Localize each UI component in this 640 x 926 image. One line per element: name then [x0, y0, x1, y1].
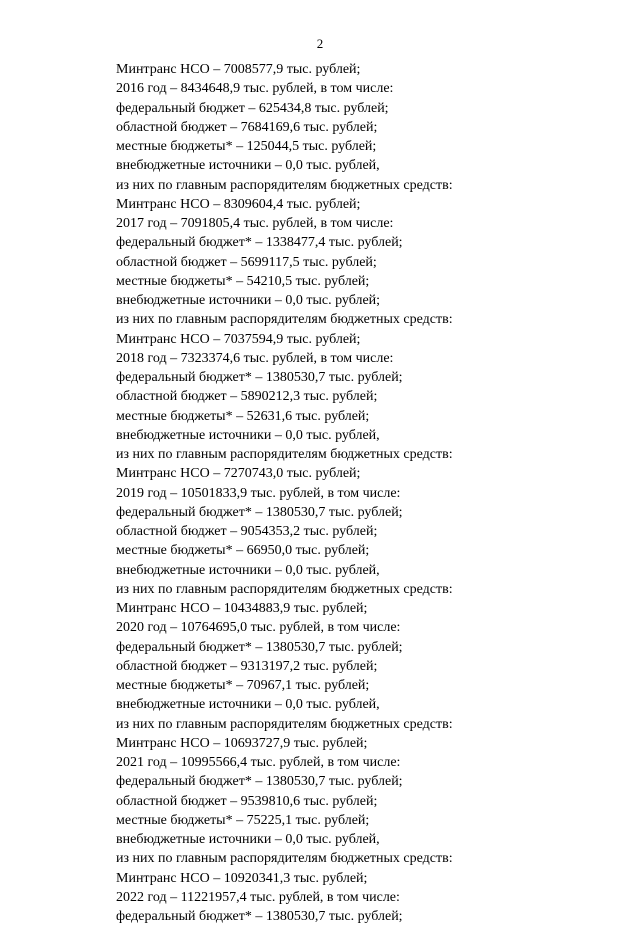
- text-line: областной бюджет – 7684169,6 тыс. рублей;: [116, 119, 378, 135]
- text-line: из них по главным распорядителям бюджетных средств:: [116, 716, 453, 732]
- text-line: федеральный бюджет* – 1380530,7 тыс. рублей;: [116, 639, 403, 655]
- text-line: Минтранс НСО – 10693727,9 тыс. рублей;: [116, 735, 368, 751]
- text-line: 2019 год – 10501833,9 тыс. рублей, в том числе:: [116, 485, 401, 501]
- text-line: местные бюджеты* – 52631,6 тыс. рублей;: [116, 408, 370, 424]
- text-line: внебюджетные источники – 0,0 тыс. рублей;: [116, 293, 381, 308]
- text-line: 2020 год – 10764695,0 тыс. рублей, в том числе:: [116, 620, 401, 636]
- text-line: 2022 год – 11221957,4 тыс. рублей, в том числе:: [116, 889, 400, 905]
- text-line: областной бюджет – 5890212,3 тыс. рублей;: [116, 389, 378, 405]
- text-line: Минтранс НСО – 10434883,9 тыс. рублей;: [116, 601, 368, 616]
- text-line: федеральный бюджет – 625434,8 тыс. рублей;: [116, 100, 389, 116]
- text-line: федеральный бюджет* – 1380530,7 тыс. рублей;: [116, 370, 403, 385]
- text-line: внебюджетные источники – 0,0 тыс. рублей,: [116, 427, 380, 443]
- text-line: федеральный бюджет* – 1380530,7 тыс. рублей;: [116, 774, 403, 790]
- text-line: местные бюджеты* – 66950,0 тыс. рублей;: [116, 543, 370, 559]
- text-line: областной бюджет – 9054353,2 тыс. рублей;: [116, 524, 378, 539]
- text-line: федеральный бюджет* – 1338477,4 тыс. рублей;: [116, 235, 403, 251]
- text-line: Минтранс НСО – 7037594,9 тыс. рублей;: [116, 331, 361, 347]
- page-number: 2: [316, 36, 324, 51]
- text-line: областной бюджет – 5699117,5 тыс. рублей;: [116, 254, 377, 270]
- text-line: 2016 год – 8434648,9 тыс. рублей, в том числе:: [116, 81, 394, 97]
- text-line: Минтранс НСО – 7270743,0 тыс. рублей;: [116, 466, 361, 482]
- text-line: из них по главным распорядителям бюджетных средств:: [116, 312, 453, 328]
- text-line: федеральный бюджет* – 1380530,7 тыс. рублей;: [116, 504, 403, 520]
- text-line: внебюджетные источники – 0,0 тыс. рублей,: [116, 562, 380, 578]
- text-line: 2018 год – 7323374,6 тыс. рублей, в том числе:: [116, 350, 394, 366]
- text-line: федеральный бюджет* – 1380530,7 тыс. рублей;: [116, 909, 403, 924]
- text-line: Минтранс НСО – 10920341,3 тыс. рублей;: [116, 870, 368, 886]
- text-line: 2021 год – 10995566,4 тыс. рублей, в том числе:: [116, 755, 401, 770]
- text-line: местные бюджеты* – 70967,1 тыс. рублей;: [116, 678, 370, 693]
- text-line: местные бюджеты* – 54210,5 тыс. рублей;: [116, 273, 370, 289]
- text-line: местные бюджеты* – 75225,1 тыс. рублей;: [116, 812, 370, 828]
- text-line: внебюджетные источники – 0,0 тыс. рублей,: [116, 697, 380, 713]
- text-line: областной бюджет – 9539810,6 тыс. рублей;: [116, 793, 378, 809]
- text-line: областной бюджет – 9313197,2 тыс. рублей;: [116, 658, 378, 674]
- text-line: Минтранс НСО – 7008577,9 тыс. рублей;: [116, 62, 361, 77]
- text-line: из них по главным распорядителям бюджетных средств:: [116, 581, 453, 597]
- document-body: [116, 60, 496, 926]
- text-line: из них по главным распорядителям бюджетных средств:: [116, 447, 453, 462]
- text-line: местные бюджеты* – 125044,5 тыс. рублей;: [116, 139, 377, 154]
- text-line: внебюджетные источники – 0,0 тыс. рублей,: [116, 832, 380, 847]
- text-line: из них по главным распорядителям бюджетных средств:: [116, 851, 453, 867]
- text-line: 2017 год – 7091805,4 тыс. рублей, в том числе:: [116, 216, 394, 231]
- text-line: Минтранс НСО – 8309604,4 тыс. рублей;: [116, 196, 361, 212]
- text-line: внебюджетные источники – 0,0 тыс. рублей,: [116, 158, 380, 174]
- text-line: из них по главным распорядителям бюджетных средств:: [116, 177, 453, 193]
